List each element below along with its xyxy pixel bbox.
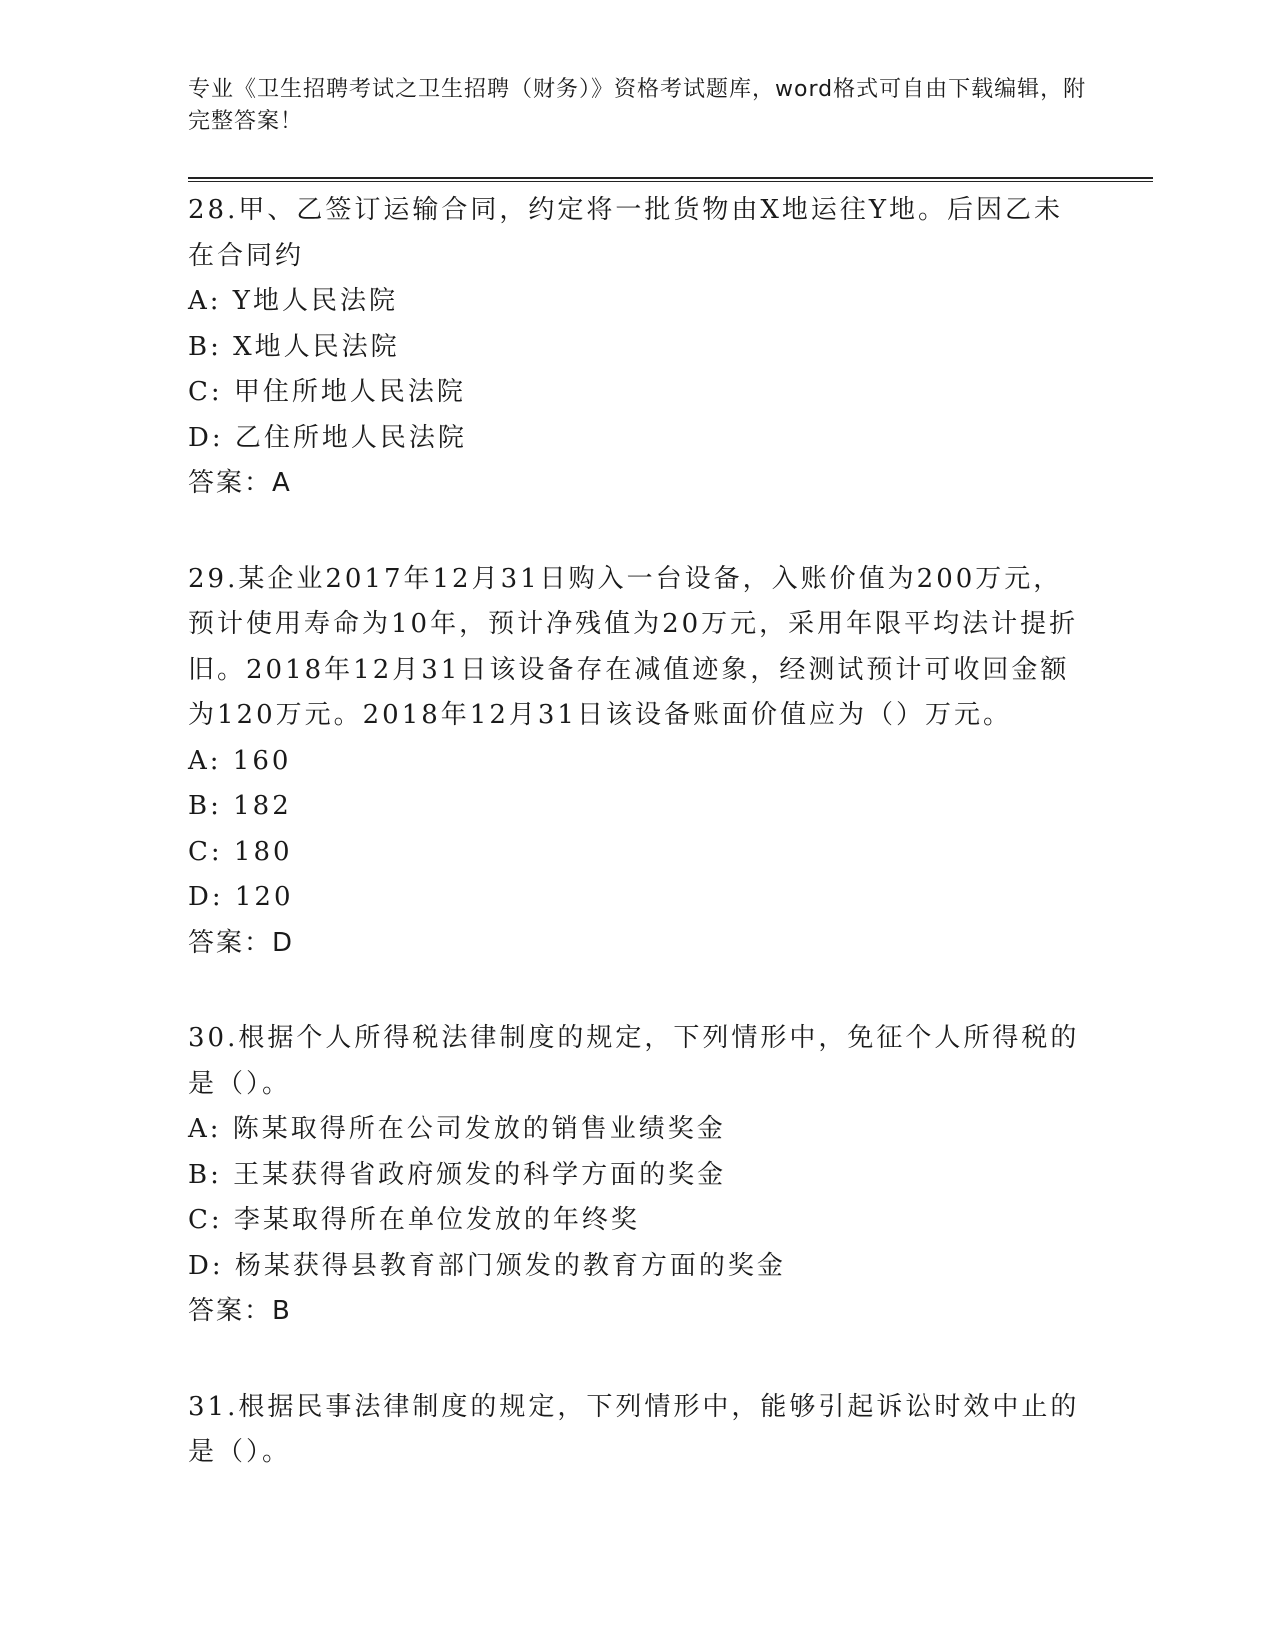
answer-line: 答案：A: [188, 468, 292, 498]
option-b: B: 王某获得省政府颁发的科学方面的奖金: [188, 1159, 727, 1190]
option-a: A: 160: [188, 745, 292, 776]
question-text: 31.根据民事法律制度的规定，下列情形中，能够引起诉讼时效中止的是（）。: [188, 1391, 1080, 1467]
question-30: [188, 1016, 1088, 1335]
answer-line: 答案：B: [188, 1296, 292, 1326]
option-a: A: Y地人民法院: [188, 286, 398, 316]
option-b: B: X地人民法院: [188, 331, 400, 362]
header-divider: [188, 177, 1153, 182]
question-list: [188, 188, 1088, 1526]
option-a: A: 陈某取得所在公司发放的销售业绩奖金: [188, 1114, 726, 1144]
option-d: D: 120: [188, 882, 294, 912]
question-text: 30.根据个人所得税法律制度的规定，下列情形中，免征个人所得税的是（）。: [188, 1023, 1080, 1099]
question-28: [188, 188, 1088, 507]
option-c: C: 李某取得所在单位发放的年终奖: [188, 1205, 640, 1235]
question-text: 28.甲、乙签订运输合同，约定将一批货物由X地运往Y地。后因乙未在合同约: [188, 195, 1064, 271]
document-header: 专业《卫生招聘考试之卫生招聘（财务）》资格考试题库，word格式可自由下载编辑，附完整答案！: [188, 77, 1087, 134]
option-d: D: 乙住所地人民法院: [188, 422, 467, 453]
question-31: [188, 1385, 1088, 1476]
option-b: B: 182: [188, 791, 292, 821]
option-c: C: 甲住所地人民法院: [188, 377, 466, 407]
question-text: 29.某企业2017年12月31日购入一台设备，入账价值为200万元，预计使用寿命为10年，预计净残值为20万元，采用年限平均法计提折旧。2018年12月31日该设备存在减值迹象，经测试预计可收回金额为120万元。2018年12月31日该设备账面价值应为（）万元。: [188, 563, 1079, 730]
answer-line: 答案：D: [188, 927, 295, 958]
option-d: D: 杨某获得县教育部门颁发的教育方面的奖金: [188, 1250, 786, 1281]
option-c: C: 180: [188, 836, 293, 867]
question-29: [188, 557, 1088, 967]
